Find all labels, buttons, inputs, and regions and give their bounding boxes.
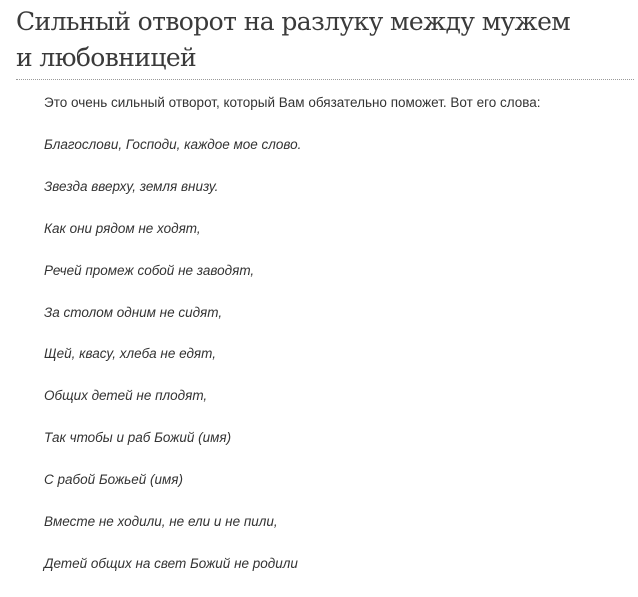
verse-line: Детей общих на свет Божий не родили (44, 555, 298, 571)
verse-line: Звезда вверху, земля внизу. (44, 178, 219, 194)
verse-list (44, 136, 301, 597)
title-divider (16, 79, 634, 80)
article-title-line-2: и любовницей (16, 43, 197, 72)
verse-line: С рабой Божьей (имя) (44, 472, 183, 488)
verse-line: Вместе не ходили, не ели и не пили, (44, 514, 278, 530)
verse-line: Общих детей не плодят, (44, 388, 208, 404)
verse-line: Как они рядом не ходят, (44, 220, 201, 236)
verse-line: За столом одним не сидят, (44, 304, 223, 320)
article-title-line-1: Сильный отворот на разлуку между мужем (16, 7, 571, 36)
article-title (16, 4, 636, 76)
verse-line: Речей промеж собой не заводят, (44, 262, 255, 278)
verse-line: Благослови, Господи, каждое мое слово. (44, 137, 302, 152)
intro-paragraph: Это очень сильный отворот, который Вам обязательно поможет. Вот его слова: (44, 95, 541, 110)
verse-line: Щей, квасу, хлеба не едят, (44, 346, 216, 362)
verse-line: Так чтобы и раб Божий (имя) (44, 430, 232, 446)
